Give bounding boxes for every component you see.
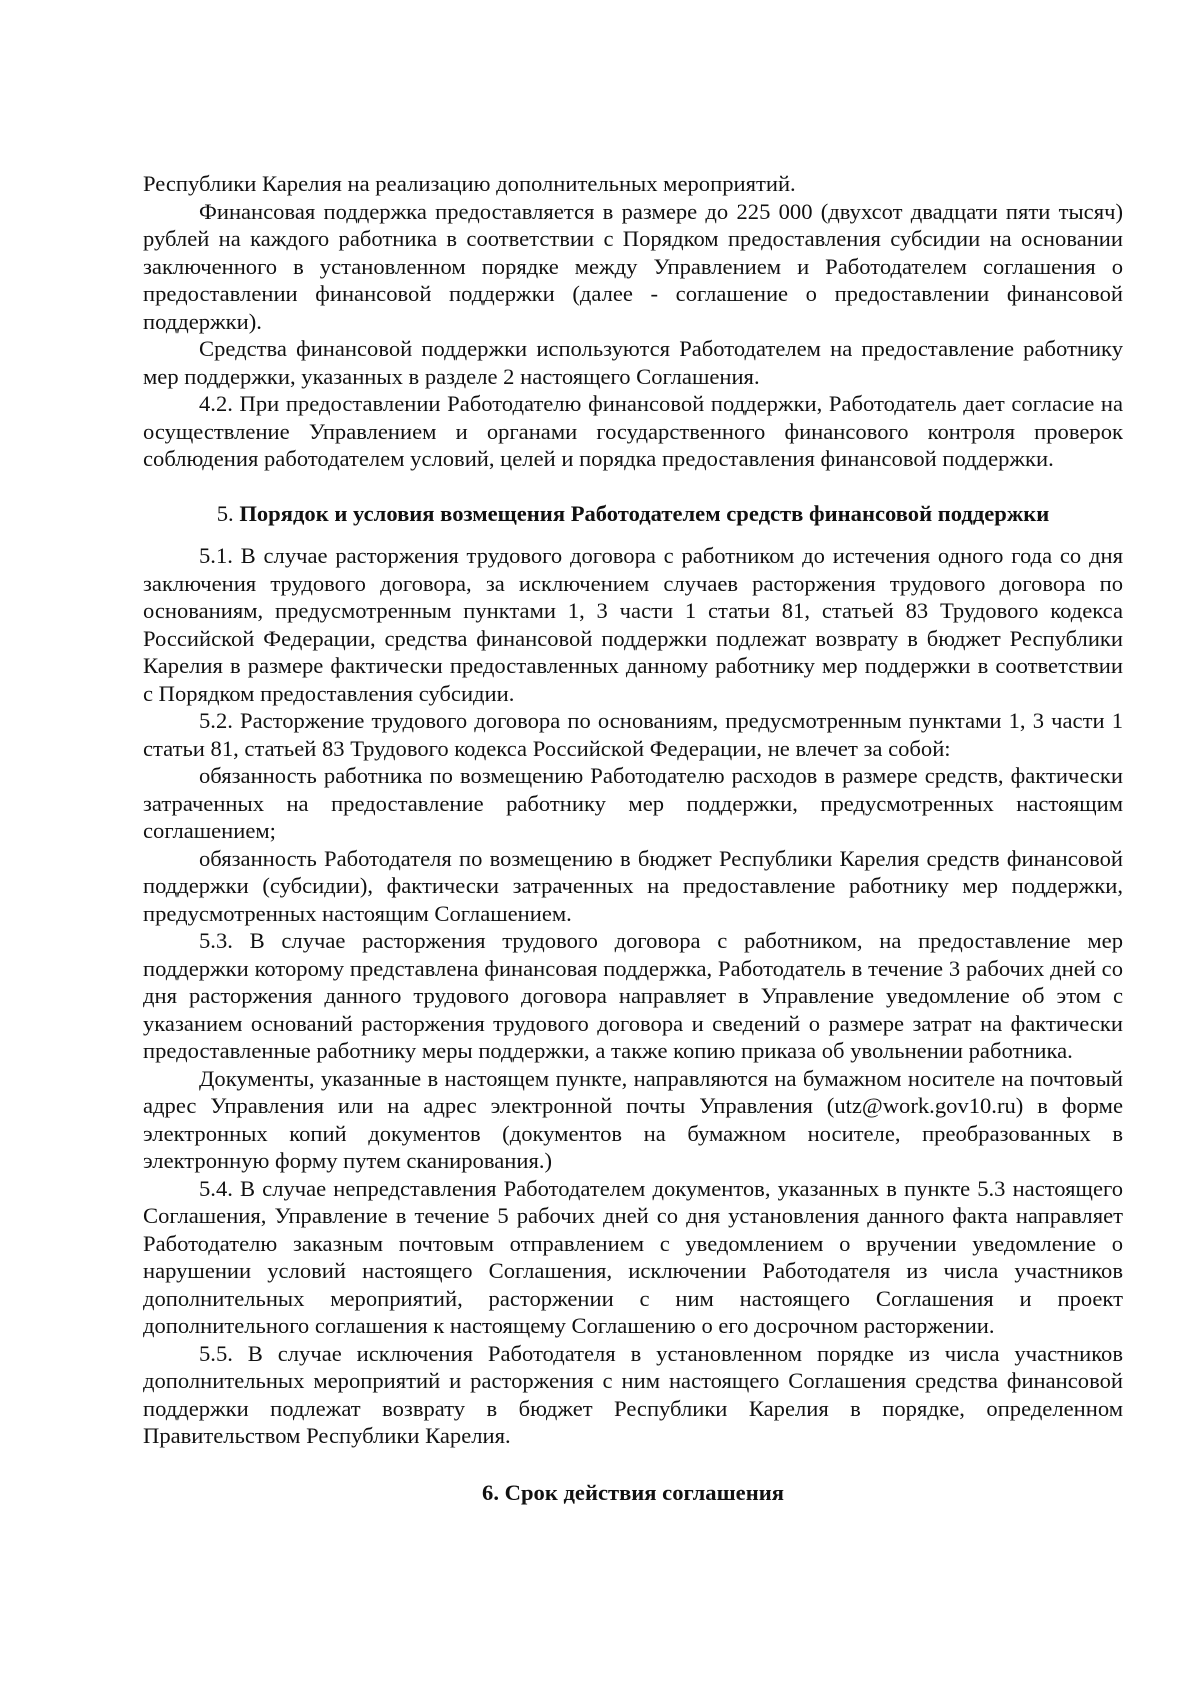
section-5-number: 5. (216, 500, 240, 526)
paragraph-support-usage: Средства финансовой поддержки используются Работодателем на предоставление работнику мер поддержки, указанных в разделе 2 настоящего Соглашения. (143, 336, 1123, 389)
paragraph-5-3-documents: Документы, указанные в настоящем пункте, направляются на бумажном носителе на почтовый адрес Управления или на адрес электронной почты Управления (utz@work.gov10.ru) в форме электронных копий документов (документов на бумажном носителе, преобразованных в электронную форму путем сканирования.) (143, 1065, 1123, 1173)
document-page (143, 170, 1123, 1506)
paragraph-4-continuation: Республики Карелия на реализацию дополнительных мероприятий. (143, 171, 796, 196)
paragraph-5-2-item-employer: обязанность Работодателя по возмещению в бюджет Республики Карелия средств финансовой поддержки (субсидии), фактически затраченных на предоставление работнику мер поддержки, предусмотренных настоящим Соглашением. (143, 845, 1123, 926)
paragraph-financial-support-amount: Финансовая поддержка предоставляется в размере до 225 000 (двухсот двадцати пяти тысяч) рублей на каждого работника в соответствии с Порядком предоставления субсидии на основании заключенного в установленном порядке между Управлением и Работодателем соглашения о предоставлении финансовой поддержки (далее - соглашение о предоставлении финансовой поддержки). (143, 198, 1123, 334)
paragraph-5-5: 5.5. В случае исключения Работодателя в установленном порядке из числа участников дополнительных мероприятий и расторжения с ним настоящего Соглашения средства финансовой поддержки подлежат возврату в бюджет Республики Карелия в порядке, определенном Правительством Республики Карелия. (143, 1340, 1123, 1448)
paragraph-5-2: 5.2. Расторжение трудового договора по основаниям, предусмотренным пунктами 1, 3 части 1 статьи 81, статьей 83 Трудового кодекса Российской Федерации, не влечет за собой: (143, 708, 1123, 761)
paragraph-5-4: 5.4. В случае непредставления Работодателем документов, указанных в пункте 5.3 настоящего Соглашения, Управление в течение 5 рабочих дней со дня установления данного факта направляет Работодателю заказным почтовым отправлением с уведомлением о вручении уведомление о нарушении условий настоящего Соглашения, исключении Работодателя из числа участников дополнительных мероприятий, расторжении с ним настоящего Соглашения и проект дополнительного соглашения к настоящему Соглашению о его досрочном расторжении. (143, 1175, 1123, 1338)
paragraph-5-2-item-employee: обязанность работника по возмещению Работодателю расходов в размере средств, фактически затраченных на предоставление работнику мер поддержки, предусмотренных настоящим соглашением; (143, 763, 1123, 843)
paragraph-4-2: 4.2. При предоставлении Работодателю финансовой поддержки, Работодатель дает согласие на осуществление Управлением и органами государственного финансового контроля проверок соблюдения работодателем условий, целей и порядка предоставления финансовой поддержки. (143, 391, 1123, 471)
section-6-heading: 6. Срок действия соглашения (482, 1479, 784, 1505)
paragraph-5-3: 5.3. В случае расторжения трудового договора с работником, на предоставление мер поддержки которому представлена финансовая поддержка, Работодатель в течение 3 рабочих дней со дня расторжения данного трудового договора направляет в Управление уведомление об этом с указанием оснований расторжения трудового договора и сведений о размере затрат на фактически предоставленные работнику меры поддержки, а также копию приказа об увольнении работника. (143, 928, 1123, 1063)
section-5-title: Порядок и условия возмещения Работодателем средств финансовой поддержки (239, 500, 1050, 526)
section-5-heading (143, 500, 1123, 528)
paragraph-5-1: 5.1. В случае расторжения трудового договора с работником до истечения одного года со дня заключения трудового договора, за исключением случаев расторжения трудового договора по основаниям, предусмотренным пунктами 1, 3 части 1 статьи 81, статьей 83 Трудового кодекса Российской Федерации, средства финансовой поддержки подлежат возврату в бюджет Республики Карелия в размере фактически предоставленных данному работнику мер поддержки в соответствии с Порядком предоставления субсидии. (143, 543, 1123, 706)
